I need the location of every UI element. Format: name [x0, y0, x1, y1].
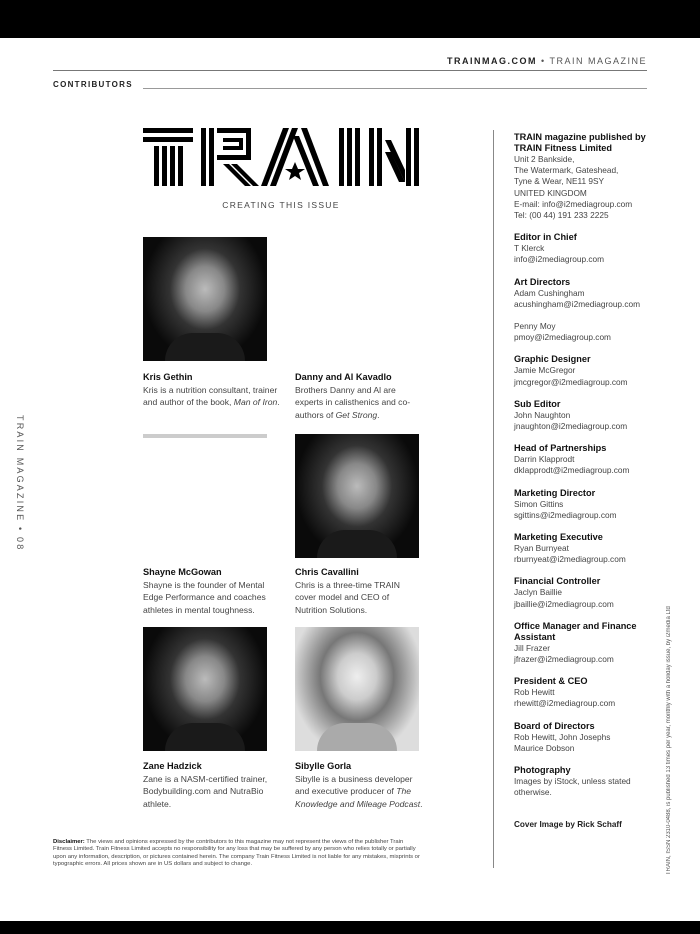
masthead-line: Jill Frazer	[514, 642, 550, 653]
bio-text: Brothers Danny and Al are experts in calisthenics and co-authors of	[295, 385, 411, 420]
bio-text: Kris is a nutrition consultant, trainer and author of the book,	[143, 385, 278, 408]
masthead-entry	[514, 399, 654, 432]
masthead-line: Darrin Klapprodt	[514, 454, 575, 465]
masthead-role: Sub Editor	[514, 398, 561, 409]
masthead-role: Financial Controller	[514, 576, 601, 587]
masthead-entry	[514, 721, 654, 754]
masthead-line: Unit 2 Bankside,	[514, 154, 575, 164]
masthead-line: dklapprodt@i2mediagroup.com	[514, 465, 630, 476]
masthead-role: President & CEO	[514, 676, 588, 687]
masthead-line: The Watermark, Gateshead,	[514, 165, 619, 176]
contributor-bio	[143, 760, 271, 810]
contributor-bio	[143, 371, 283, 409]
podcast-title: The Knowledge and Mileage Podcast	[295, 786, 421, 809]
bio-end: .	[377, 409, 380, 420]
masthead-entry	[514, 676, 654, 709]
subtitle: CREATING THIS ISSUE	[222, 200, 340, 210]
top-bar	[0, 0, 700, 38]
contributor-name: Sibylle Gorla	[295, 761, 352, 771]
masthead-line: rburnyeat@i2mediagroup.com	[514, 554, 626, 565]
masthead-role: Marketing Director	[514, 487, 596, 498]
masthead-line: Jaclyn Baillie	[514, 587, 562, 598]
header-site	[447, 56, 647, 66]
bio-text: Shayne is the founder of Mental Edge Performance and coaches athletes in mental toughness.	[143, 580, 266, 615]
page-folio: TRAIN MAGAZINE • 08	[15, 415, 25, 552]
masthead	[514, 132, 654, 830]
masthead-line: acushingham@i2mediagroup.com	[514, 298, 641, 309]
masthead-entry	[514, 277, 654, 310]
contributor-bio	[295, 566, 423, 616]
masthead-role: Photography	[514, 765, 571, 776]
masthead-entry	[514, 576, 654, 609]
magazine-name: TRAIN MAGAZINE	[549, 56, 647, 66]
contributor-name: Chris Cavallini	[295, 567, 359, 577]
contributor-bio	[295, 760, 425, 810]
masthead-role: Head of Partnerships	[514, 443, 607, 454]
bio-text: Sibylle is a business developer and executive producer of	[295, 774, 413, 797]
book-title: Get Strong	[335, 409, 378, 420]
issn-notice: TRAIN, ISSN 2310-0488, is published 13 times per year, monthly with a holiday issue, by i2media Ltd	[666, 606, 672, 875]
book-title: Man of Iron	[233, 397, 278, 408]
masthead-entry	[514, 488, 654, 521]
masthead-entry	[514, 321, 654, 343]
masthead-line: E-mail: info@i2mediagroup.com	[514, 198, 633, 209]
contributor-name: Danny and Al Kavadlo	[295, 372, 392, 382]
masthead-entry	[514, 765, 654, 798]
divider	[143, 88, 647, 89]
disclaimer-label: Disclaimer:	[53, 839, 85, 845]
zane-hadzick-photo	[143, 627, 267, 751]
masthead-role: Board of Directors	[514, 720, 595, 731]
masthead-entry	[514, 232, 654, 265]
masthead-entry	[514, 443, 654, 476]
contributor-name: Kris Gethin	[143, 372, 193, 382]
masthead-line: info@i2mediagroup.com	[514, 254, 605, 265]
disclaimer	[53, 839, 423, 869]
masthead-line: UNITED KINGDOM	[514, 187, 587, 198]
masthead-entry	[514, 132, 654, 221]
masthead-line: Rob Hewitt, John Josephs	[514, 731, 611, 742]
masthead-line: jfrazer@i2mediagroup.com	[514, 654, 614, 665]
masthead-line: Tyne & Wear, NE11 9SY	[514, 176, 605, 187]
chris-cavallini-photo	[295, 434, 419, 558]
site-url: TRAINMAG.COM	[446, 56, 537, 66]
photo-placeholder	[143, 434, 267, 438]
masthead-line: Simon Gittins	[514, 498, 564, 509]
masthead-line: jmcgregor@i2mediagroup.com	[514, 376, 628, 387]
masthead-line: Maurice Dobson	[514, 742, 575, 753]
masthead-role: Graphic Designer	[514, 354, 591, 365]
sibylle-gorla-photo	[295, 627, 419, 751]
contributor-name: Shayne McGowan	[143, 567, 222, 577]
train-logo	[143, 128, 419, 186]
masthead-line: jbaillie@i2mediagroup.com	[514, 598, 614, 609]
masthead-entry	[514, 532, 654, 565]
masthead-line: Rob Hewitt	[514, 687, 555, 698]
masthead-line: Adam Cushingham	[514, 287, 585, 298]
masthead-entry	[514, 621, 654, 665]
section-title: CONTRIBUTORS	[53, 80, 133, 89]
contributor-name: Zane Hadzick	[143, 761, 202, 771]
masthead-entry	[514, 354, 654, 387]
masthead-line: Tel: (00 44) 191 233 2225	[514, 210, 609, 221]
masthead-line: pmoy@i2mediagroup.com	[514, 332, 611, 343]
masthead-role: Office Manager and Finance Assistant	[514, 620, 637, 642]
bottom-bar	[0, 921, 700, 934]
masthead-line: sgittins@i2mediagroup.com	[514, 509, 617, 520]
separator: •	[536, 56, 550, 66]
bio-end: .	[420, 798, 423, 809]
masthead-line: T Klerck	[514, 243, 545, 254]
masthead-line: rhewitt@i2mediagroup.com	[514, 698, 616, 709]
masthead-role: TRAIN magazine published by TRAIN Fitness Limited	[514, 132, 646, 153]
masthead-line: Ryan Burnyeat	[514, 543, 569, 554]
bio-end: .	[277, 397, 280, 408]
divider	[53, 70, 647, 71]
masthead-line: Jamie McGregor	[514, 365, 576, 376]
masthead-line: jnaughton@i2mediagroup.com	[514, 421, 628, 432]
column-divider	[493, 130, 494, 868]
cover-credit: Cover Image by Rick Schaff	[514, 819, 622, 829]
disclaimer-text: The views and opinions expressed by the contributors to this magazine may not represent the views of the publisher Train Fitness Limited. Train Fitness Limited accepts no responsibility for any loss that may be suffered by any person who relies totally or partially upon any information, description, or pictures contained herein. The company Train Fitness Limited is not liable for any mistakes, misprints or typographic errors. All prices shown are in US dollars and subject to change.	[53, 839, 420, 868]
masthead-role: Marketing Executive	[514, 532, 603, 543]
contributor-bio	[295, 371, 423, 421]
masthead-line: Penny Moy	[514, 321, 556, 332]
bio-text: Zane is a NASM-certified trainer, Bodybuilding.com and NutraBio athlete.	[143, 774, 268, 809]
kris-gethin-photo	[143, 237, 267, 361]
masthead-line: Images by iStock, unless stated otherwise.	[514, 776, 631, 798]
contributor-bio	[143, 566, 283, 616]
masthead-role: Editor in Chief	[514, 232, 577, 243]
masthead-line: John Naughton	[514, 409, 571, 420]
masthead-role: Art Directors	[514, 276, 571, 287]
bio-text: Chris is a three-time TRAIN cover model and CEO of Nutrition Solutions.	[295, 580, 400, 615]
